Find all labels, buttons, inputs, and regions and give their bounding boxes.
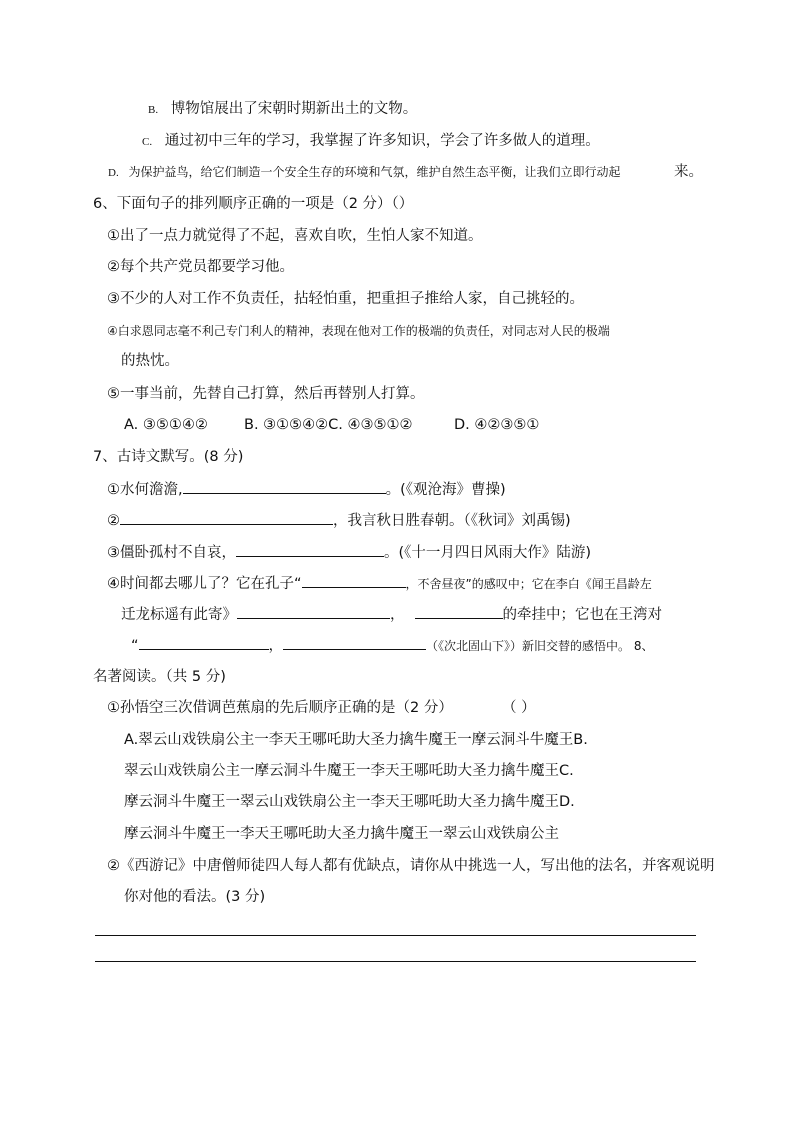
q5-option-c	[142, 131, 600, 152]
answer-line[interactable]	[95, 935, 696, 936]
q6-sentence-5: ⑤一事当前，先替自己打算，然后再替别人打算。	[107, 386, 425, 402]
q6-option-a: A. ③⑤①④②	[124, 417, 208, 433]
answer-line[interactable]	[95, 961, 696, 962]
q7-line-2	[107, 509, 571, 531]
q7-line-2-prefix: ②	[107, 513, 120, 529]
answer-blank[interactable]	[237, 603, 390, 619]
q7-line-2-suffix: ，我言秋日胜春朝。（《秋词》刘禹锡)	[333, 513, 571, 529]
q8-option-a: A.翠云山戏铁扇公主一李天王哪吒助大圣力擒牛魔王一摩云洞斗牛魔王B.	[124, 732, 588, 748]
q7-line-4-middle: ，不舍昼夜”的感叹中；它在李白《闻王昌龄左	[405, 577, 652, 591]
q8-sub-2a: ②《西游记》中唐僧师徒四人每人都有优缺点，请你从中挑选一人，写出他的法名，并客观说明	[107, 858, 715, 874]
q8-sub-2b: 你对他的看法。(3 分)	[124, 889, 266, 905]
answer-blank[interactable]	[302, 572, 406, 588]
q8-sub-1: ①孙悟空三次借调芭蕉扇的先后顺序正确的是（2 分）	[107, 700, 453, 716]
q8-option-c: 摩云洞斗牛魔王一翠云山戏铁扇公主一李天王哪吒助大圣力擒牛魔王D.	[124, 794, 575, 810]
q6-sentence-1: ①出了一点力就觉得了不起，喜欢自吹，生怕人家不知道。	[107, 228, 483, 244]
q7-line-6-comma: ，	[268, 638, 284, 654]
q7-line-4-prefix: ④时间都去哪儿了？它在孔子“	[107, 576, 302, 592]
q7-line-1-suffix: 。(《观沧海》曹操)	[385, 482, 506, 498]
q8-stem: 名著阅读。（共 5 分)	[93, 669, 226, 685]
q7-line-1	[107, 478, 506, 500]
q7-line-6	[131, 634, 653, 656]
q7-stem: 7、古诗文默写。(8 分)	[93, 449, 244, 465]
option-text: 通过初中三年的学习，我掌握了许多知识，学会了许多做人的道理。	[164, 133, 600, 149]
q7-line-5-comma: ，	[390, 607, 405, 623]
q6-sentence-2: ②每个共产党员都要学习他。	[107, 259, 294, 275]
q8-option-b: 翠云山戏铁扇公主一摩云洞斗牛魔王一李天王哪吒助大圣力擒牛魔王C.	[124, 763, 574, 779]
answer-blank[interactable]	[236, 541, 384, 557]
q7-line-1-prefix: ①水何澹澹,	[107, 482, 183, 498]
q7-line-6-prefix: “	[131, 638, 139, 654]
q7-line-4	[107, 572, 652, 594]
q7-line-3-suffix: 。(《十一月四日风雨大作》陆游)	[384, 545, 592, 561]
q7-line-5	[121, 603, 662, 625]
q7-line-6-suffix: （《次北固山下》）新旧交替的感悟中。 8、	[426, 639, 654, 653]
q6-sentence-3: ③不少的人对工作不负责任，拈轻怕重，把重担子推给人家，自己挑轻的。	[107, 291, 584, 307]
q5-option-d-tail: 来。	[674, 164, 703, 180]
option-letter: D.	[108, 167, 119, 179]
option-text: 为保护益鸟，给它们制造一个安全生存的环境和气氛，维护自然生态平衡，让我们立即行动起	[128, 165, 621, 179]
q8-option-d: 摩云洞斗牛魔王一李天王哪吒助大圣力擒牛魔王一翠云山戏铁扇公主	[124, 826, 559, 842]
option-text: 博物馆展出了宋朝时期新出土的文物。	[170, 101, 418, 117]
q8-answer-paren: （ ）	[502, 700, 536, 716]
q7-line-3	[107, 541, 591, 563]
q7-line-5-prefix: 迁龙标遥有此寄》	[121, 607, 237, 623]
q7-line-5-suffix: 的牵挂中；它也在王湾对	[502, 607, 662, 623]
q6-sentence-4b: 的热忱。	[121, 353, 179, 369]
option-letter: C.	[142, 136, 153, 148]
q7-line-3-prefix: ③僵卧孤村不自哀，	[107, 545, 236, 561]
answer-blank[interactable]	[183, 478, 386, 494]
q5-option-d	[108, 162, 621, 183]
option-letter: B.	[148, 104, 159, 116]
q6-sentence-4a: ④白求恩同志毫不利己专门利人的精神，表现在他对工作的极端的负责任，对同志对人民的极端	[107, 324, 610, 338]
answer-blank[interactable]	[415, 603, 503, 619]
answer-blank[interactable]	[283, 634, 426, 650]
answer-blank[interactable]	[120, 509, 333, 525]
q5-option-b	[148, 99, 417, 120]
answer-blank[interactable]	[139, 634, 269, 650]
q6-option-d: D. ④②③⑤①	[454, 417, 540, 433]
q6-stem: 6、下面句子的排列顺序正确的一项是（2 分）（）	[93, 196, 414, 212]
q6-option-bc: B. ③①⑤④②C. ④③⑤①②	[244, 417, 413, 433]
